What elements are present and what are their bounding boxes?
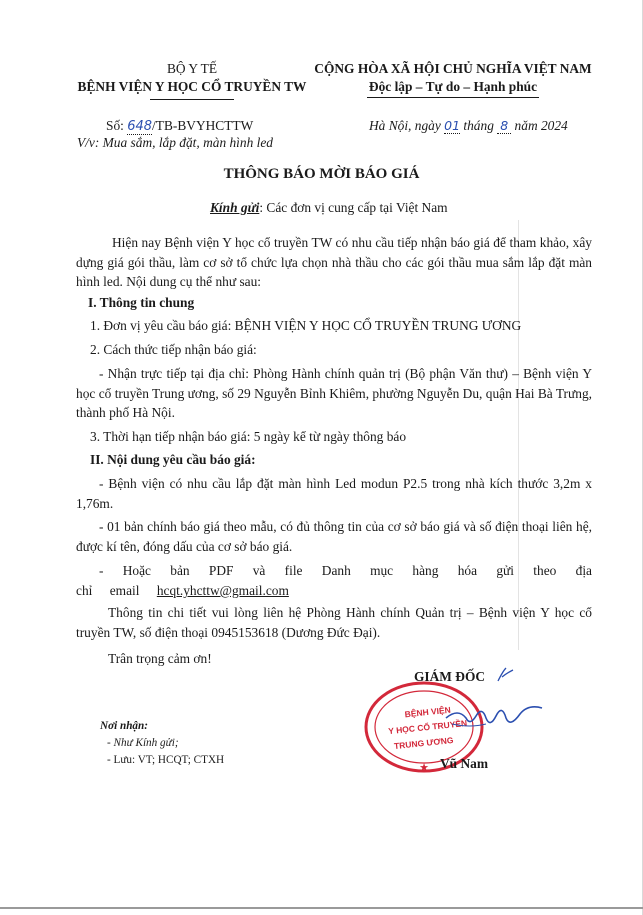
number-prefix: Số: — [106, 118, 128, 133]
signer-name: Vũ Nam — [440, 756, 488, 771]
national-motto: Độc lập – Tự do – Hạnh phúc — [368, 79, 538, 94]
contact-email-link[interactable]: hcqt.yhcttw@gmail.com — [156, 583, 289, 598]
signature-tick-icon — [496, 665, 516, 685]
republic-name: CỘNG HÒA XÃ HỘI CHỦ NGHĨA VIỆT NAM — [314, 61, 592, 76]
date-middle: tháng — [460, 118, 498, 133]
greeting-text: : Các đơn vị cung cấp tại Việt Nam — [259, 200, 448, 215]
signature-title: GIÁM ĐỐC — [414, 669, 486, 684]
date-month-handwritten: 8 — [497, 118, 511, 134]
number-handwritten: 648 — [127, 119, 153, 134]
recipients-block — [100, 718, 224, 769]
hospital-name: BỆNH VIỆN Y HỌC CỔ TRUYỀN TW — [77, 79, 307, 94]
section1-item3: 3. Thời hạn tiếp nhận báo giá: 5 ngày kể từ ngày thông báo — [90, 429, 407, 444]
recipient-item: - Lưu: VT; HCQT; CTXH — [107, 754, 225, 766]
stamp-star-icon: ★ — [419, 762, 429, 774]
section2-bullet1: - Bệnh viện có nhu cầu lắp đặt màn hình Led modun P2.5 trong nhà kích thước 3,2m x 1,76m. — [76, 476, 592, 511]
section1-item2-detail: - Nhận trực tiếp tại địa chỉ: Phòng Hành chính quản trị (Bộ phận Văn thư) – Bệnh viện Y học cổ truyền Trung ương, số 29 Nguyễn Bỉnh Khiêm, phường Nguyễn Du, quận Hai Bà Trưng, thành phố Hà Nội. — [76, 366, 592, 421]
header-left — [62, 60, 322, 100]
ministry-name: BỘ Y TẾ — [166, 61, 218, 76]
recipient-item: - Như Kính gửi; — [107, 737, 179, 749]
section2-bullet3-text: - Hoặc bản PDF và file Danh mục hàng hóa gửi theo địa chỉ email — [76, 563, 592, 598]
stamp-line-3: TRUNG ƯƠNG — [393, 734, 454, 752]
section2-bullet2: - 01 bản chính báo giá theo mẫu, có đủ thông tin của cơ sở báo giá và số điện thoại liên hệ, được kí tên, đóng dấu của cơ sở báo giá. — [76, 519, 592, 554]
greeting-label: Kính gửi — [210, 200, 260, 215]
scan-edge-bottom — [0, 907, 643, 909]
header-left-underline — [150, 99, 234, 100]
section1-item1: 1. Đơn vị yêu cầu báo giá: BỆNH VIỆN Y HỌC CỔ TRUYỀN TRUNG ƯƠNG — [90, 318, 522, 333]
header-right — [308, 60, 598, 98]
date-day-handwritten: 01 — [444, 118, 461, 133]
recipients-heading: Nơi nhận: — [100, 720, 148, 732]
date-suffix: năm 2024 — [511, 118, 568, 133]
document-title: THÔNG BÁO MỜI BÁO GIÁ — [223, 166, 420, 182]
closing-line: Trân trọng cảm ơn! — [108, 651, 212, 666]
document-date — [369, 117, 568, 135]
contact-paragraph: Thông tin chi tiết vui lòng liên hệ Phòng Hành chính Quản trị – Bệnh viện Y học cổ truyền TW, số điện thoại 0945153618 (Dương Đức Đại). — [76, 605, 592, 640]
date-prefix: Hà Nội, ngày — [369, 118, 445, 133]
document-subject: V/v: Mua sắm, lắp đặt, màn hình led — [77, 135, 274, 150]
handwritten-signature — [440, 694, 550, 739]
intro-paragraph: Hiện nay Bệnh viện Y học cổ truyền TW có nhu cầu tiếp nhận báo giá để tham khảo, xây dựng giá gói thầu, làm cơ sở tổ chức lựa chọn nhà thầu cho các gói thầu mua sắm lắp đặt màn hình led. Nội dung cụ thể như sau: — [76, 235, 592, 290]
stamp-line-2: Y HỌC CỔ TRUYỀN — [387, 717, 468, 737]
number-suffix: /TB-BVYHCTTW — [152, 118, 254, 133]
section1-item2: 2. Cách thức tiếp nhận báo giá: — [90, 342, 257, 357]
section2-bullet3 — [76, 561, 592, 601]
greeting — [210, 199, 448, 217]
section1-heading: I. Thông tin chung — [88, 295, 195, 310]
motto-underline — [367, 97, 539, 98]
stamp-line-1: BỆNH VIỆN — [404, 704, 452, 720]
recipients-heading-text: Nơi nhận — [100, 720, 145, 732]
section2-heading: II. Nội dung yêu cầu báo giá: — [90, 452, 256, 467]
